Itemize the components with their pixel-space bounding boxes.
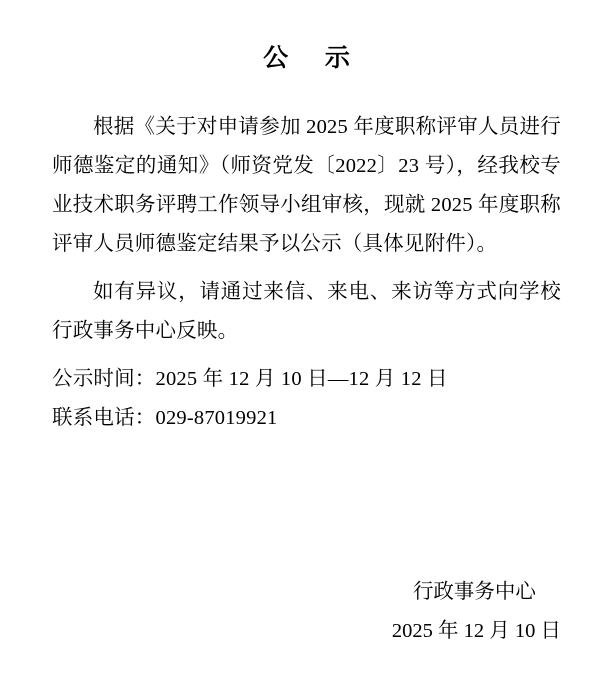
signature-organization: 行政事务中心: [412, 581, 536, 603]
contact-phone: 联系电话：029-87019921: [52, 407, 278, 429]
paragraph-2: 如有异议，请通过来信、来电、来访等方式向学校行政事务中心反映。: [52, 281, 561, 342]
signature-date: 2025 年 12 月 10 日: [391, 620, 561, 642]
page-title: 公 示: [263, 43, 364, 72]
notice-period: 公示时间：2025 年 12 月 10 日—12 月 12 日: [52, 368, 448, 390]
paragraph-1: 根据《关于对申请参加 2025 年度职称评审人员进行师德鉴定的通知》（师资党发〔2022〕23 号），经我校专业技术职务评聘工作领导小组审核，现就 2025 年度职称评审人员师德鉴定结果予以公示（具体见附件）。: [52, 116, 561, 255]
signature-block: [392, 573, 561, 651]
document-page: [0, 38, 613, 697]
document-body: [52, 108, 561, 438]
